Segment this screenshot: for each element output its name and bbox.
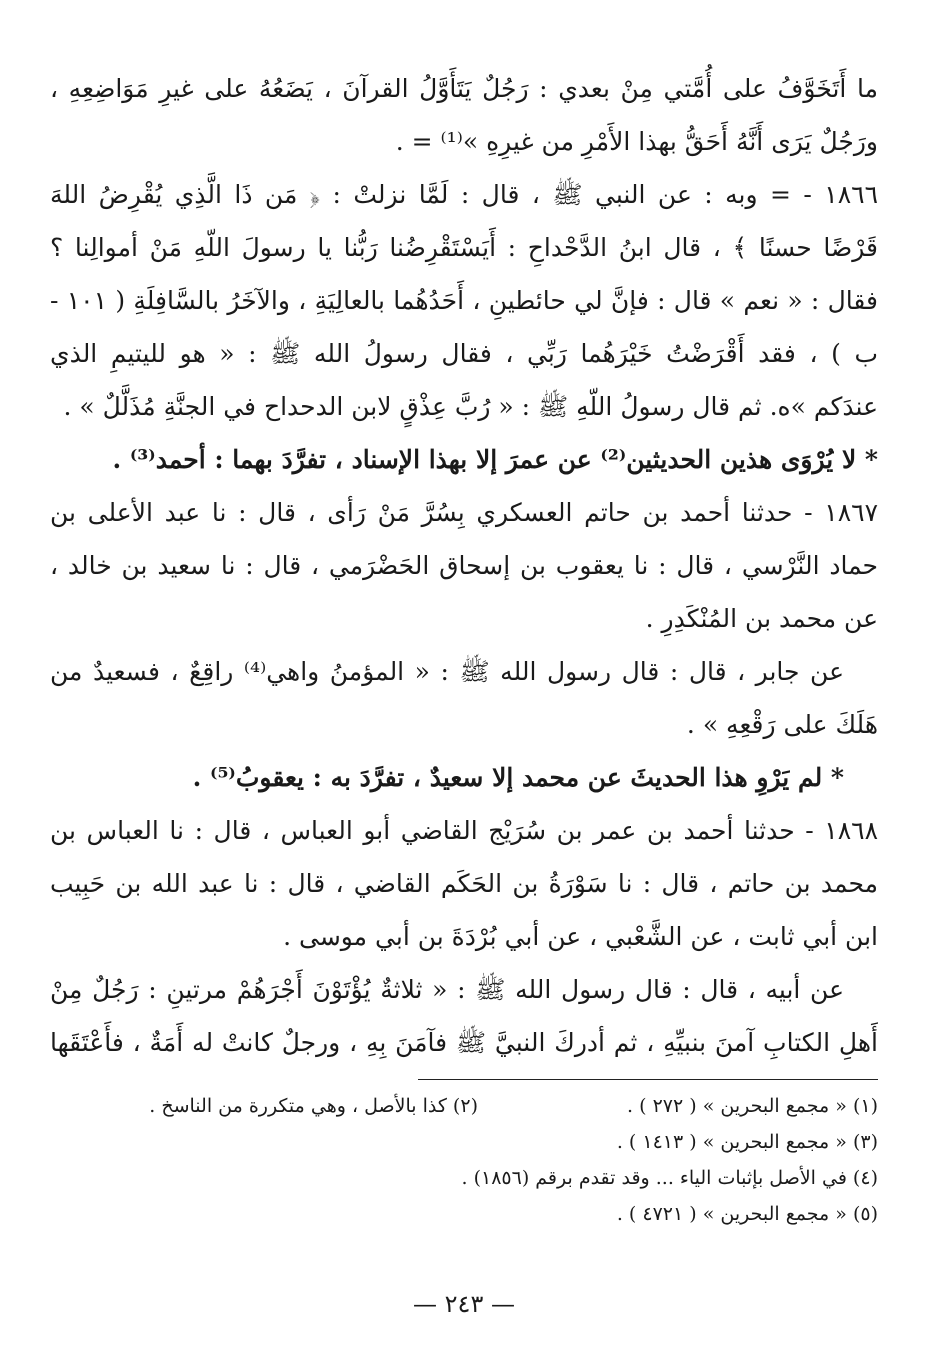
footnote-5: (٥) « مجمع البحرين » ( ٤٧٢١ ) . xyxy=(616,1203,878,1225)
text-line: حماد النَّرْسي ، قال : نا يعقوب بن إسحاق الحَضْرَمي ، قال : نا سعيد بن خالد ، xyxy=(50,551,878,580)
footnote-4: (٤) في الأصل بإثبات الياء ... وقد تقدم برقم (١٨٥٦) . xyxy=(461,1167,878,1189)
footnote-3: (٣) « مجمع البحرين » ( ١٤١٣ ) . xyxy=(616,1131,878,1153)
text-line: هَلَكَ على رَقْعِهِ » . xyxy=(686,710,878,739)
text-block xyxy=(50,62,878,1069)
text-line: عن أبيه ، قال : قال رسول الله ﷺ : « ثلاثةٌ يُؤْتَوْنَ أَجْرَهُمْ مرتينِ : رَجُلٌ مِنْ xyxy=(50,975,844,1004)
text-line: * لم يَرْوِ هذا الحديثَ عن محمد إلا سعيدٌ ، تفرَّدَ به : يعقوبُ⁽⁵⁾ . xyxy=(192,763,844,792)
footnote-1: (١) « مجمع البحرين » ( ٢٧٢ ) . xyxy=(627,1095,878,1117)
text-line: ب ) ، فقد أَقْرَضْتُ خَيْرَهُما رَبِّي ، فقال رسولُ الله ﷺ : « هو لليتيمِ الذي xyxy=(50,339,878,368)
footnote-divider xyxy=(418,1079,878,1080)
text-line: قَرْضًا حسنًا ﴾ ، قال ابنُ الدَّحْداحِ : أَيَسْتَقْرِضُنا رَبُّنا يا رسولَ اللّهِ مَنْ أموالِنا ؟ xyxy=(50,233,878,262)
text-line: ابن أبي ثابت ، عن الشَّعْبي ، عن أبي بُرْدَةَ بن أبي موسى . xyxy=(283,922,878,951)
text-line: ١٨٦٦ - = وبه : عن النبي ﷺ ، قال : لَمَّا نزلتْ : ﴿ مَن ذَا الَّذِي يُقْرِضُ اللهَ xyxy=(50,180,878,209)
page-number: — ٢٤٣ — xyxy=(413,1290,515,1318)
text-line: ورَجُلٌ يَرَى أَنَّهُ أَحَقُّ بهذا الأَمْرِ من غيرِهِ »⁽¹⁾ = . xyxy=(395,127,878,156)
text-line: أَهلِ الكتابِ آمنَ بنبيِّهِ ، ثم أدركَ النبيَّ ﷺ فآمَنَ بِهِ ، ورجلٌ كانتْ له أَمَةٌ ، فأَعْتَقَها xyxy=(50,1028,878,1057)
text-line: محمد بن حاتم ، قال : نا سَوْرَةُ بن الحَكَم القاضي ، قال : نا عبد الله بن حَبِيب xyxy=(50,869,878,898)
footnotes xyxy=(50,1088,878,1232)
page-body xyxy=(50,62,878,1232)
footnote-row xyxy=(50,1124,878,1160)
text-line: فقال : « نعم » قال : فإنَّ لي حائطينِ ، أَحَدُهُما بالعالِيَةِ ، والآخَرُ بالسَّافِلَةِ ( ١٠١ - xyxy=(50,286,878,315)
footnote-2: (٢) كذا بالأصل ، وهي متكررة من الناسخ . xyxy=(149,1095,478,1117)
text-line: ١٨٦٨ - حدثنا أحمد بن عمر بن سُرَيْج القاضي أبو العباس ، قال : نا العباس بن xyxy=(50,816,878,845)
footnote-row xyxy=(50,1088,878,1124)
footnote-row xyxy=(50,1196,878,1232)
text-line: عن جابر ، قال : قال رسول الله ﷺ : « المؤمنُ واهي⁽⁴⁾ راقِعٌ ، فسعيدٌ من xyxy=(50,657,844,686)
footnote-row xyxy=(50,1160,878,1196)
text-line: عن محمد بن المُنْكَدِرِ . xyxy=(645,604,878,633)
text-line: * لا يُرْوَى هذين الحديثين⁽²⁾ عن عمرَ إلا بهذا الإسناد ، تفرَّدَ بهما : أحمد⁽³⁾ . xyxy=(112,445,878,474)
text-line: ١٨٦٧ - حدثنا أحمد بن حاتم العسكري بِسُرَّ مَنْ رَأى ، قال : نا عبد الأعلى بن xyxy=(50,498,878,527)
text-line: عندَكم »ه. ثم قال رسولُ اللّهِ ﷺ : « رُبَّ عِذْقٍ لابن الدحداح في الجنَّةِ مُذَلَّلٌ » . xyxy=(63,392,878,421)
text-line: ما أَتَخَوَّفُ على أُمَّتي مِنْ بعدي : رَجُلٌ يَتَأَوَّلُ القرآنَ ، يَضَعُهُ على غيرِ مَوَاضِعِهِ ، xyxy=(50,74,878,103)
